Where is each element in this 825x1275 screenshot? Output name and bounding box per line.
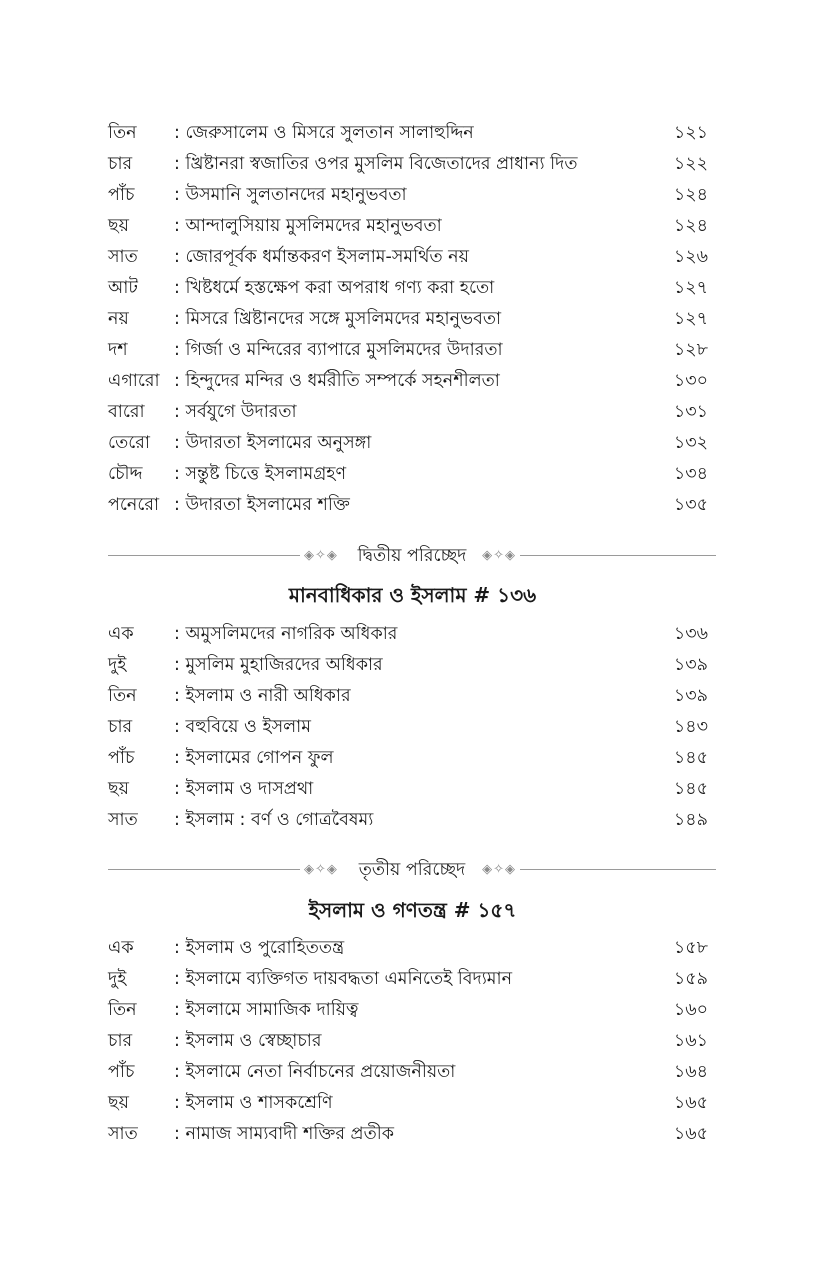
- toc-row: [108, 335, 708, 366]
- toc-row: [108, 459, 708, 490]
- toc-row-title: : ইসলাম ও পুরোহিততন্ত্র: [174, 938, 345, 958]
- toc-row-number: চার: [108, 717, 133, 737]
- chapter-label: তৃতীয় পরিচ্ছেদ: [358, 860, 466, 880]
- toc-row-page: ১৩৪: [673, 464, 708, 484]
- toc-row-number: সাত: [108, 1124, 138, 1144]
- toc-row-number: তেরো: [108, 433, 150, 453]
- toc-row-page: ১৫৮: [673, 938, 708, 958]
- toc-row-title: : ইসলামে সামাজিক দায়িত্ব: [174, 1000, 359, 1020]
- toc-row-title: : সর্বযুগে উদারতা: [174, 402, 297, 422]
- toc-row-number: দশ: [108, 340, 128, 360]
- toc-row: [108, 118, 708, 149]
- toc-row: [108, 1057, 708, 1088]
- toc-row-page: ১৬৫: [673, 1093, 708, 1113]
- toc-row-number: চৌদ্দ: [108, 464, 143, 484]
- toc-row-page: ১৪৯: [673, 810, 708, 830]
- toc-row: [108, 428, 708, 459]
- section-heading: ইসলাম ও গণতন্ত্র # ১৫৭: [308, 898, 517, 922]
- toc-row-page: ১২২: [673, 154, 708, 174]
- toc-row: [108, 681, 708, 712]
- toc-row-number: এক: [108, 938, 134, 958]
- ornament-icon: ◈✧◈: [482, 862, 516, 877]
- toc-row-number: পনেরো: [108, 495, 160, 515]
- toc-row-title: : ইসলাম ও দাসপ্রথা: [174, 779, 314, 799]
- toc-row: [108, 774, 708, 805]
- toc-row: [108, 304, 708, 335]
- toc-row-page: ১৩১: [673, 402, 708, 422]
- toc-row: [108, 712, 708, 743]
- toc-row-title: : উদারতা ইসলামের শক্তি: [174, 495, 350, 515]
- toc-row-number: সাত: [108, 810, 138, 830]
- toc-row-title: : ইসলামে ব্যক্তিগত দায়বদ্ধতা এমনিতেই বিদ্যমান: [174, 969, 513, 989]
- toc-row-page: ১৬৪: [673, 1062, 708, 1082]
- toc-row: [108, 149, 708, 180]
- toc-row: [108, 650, 708, 681]
- divider-rule: [520, 869, 716, 870]
- toc-row: [108, 964, 708, 995]
- toc-row-page: ১২৪: [673, 216, 708, 236]
- toc-row-page: ১৪৩: [673, 717, 708, 737]
- toc-row-title: : মিসরে খ্রিষ্টানদের সঙ্গে মুসলিমদের মহানুভবতা: [174, 309, 502, 329]
- toc-row-title: : বহুবিয়ে ও ইসলাম: [174, 717, 311, 737]
- toc-row: [108, 211, 708, 242]
- toc-row-page: ১২৭: [673, 309, 708, 329]
- toc-row-number: সাত: [108, 247, 138, 267]
- toc-row-title: : আন্দালুসিয়ায় মুসলিমদের মহানুভবতা: [174, 216, 442, 236]
- toc-row-number: তিন: [108, 1000, 137, 1020]
- toc-row-number: এগারো: [108, 371, 160, 391]
- toc-row: [108, 743, 708, 774]
- toc-row-title: : সন্তুষ্ট চিত্তে ইসলামগ্রহণ: [174, 464, 347, 484]
- toc-row-title: : ইসলামে নেতা নির্বাচনের প্রয়োজনীয়তা: [174, 1062, 456, 1082]
- toc-row-page: ১৪৫: [673, 748, 708, 768]
- toc-row-number: নয়: [108, 309, 129, 329]
- toc-row-title: : অমুসলিমদের নাগরিক অধিকার: [174, 624, 398, 644]
- toc-row: [108, 180, 708, 211]
- toc-row: [108, 619, 708, 650]
- toc-row-number: আট: [108, 278, 138, 298]
- toc-row-number: ছয়: [108, 779, 129, 799]
- toc-row-page: ১৩০: [673, 371, 708, 391]
- toc-row-page: ১৬১: [673, 1031, 708, 1051]
- toc-row-page: ১৬০: [673, 1000, 708, 1020]
- toc-row-number: পাঁচ: [108, 185, 135, 205]
- toc-row: [108, 933, 708, 964]
- toc-row-title: : ইসলাম ও স্বেচ্ছাচার: [174, 1031, 322, 1051]
- toc-row: [108, 995, 708, 1026]
- section-heading: মানবাধিকার ও ইসলাম # ১৩৬: [288, 583, 537, 607]
- toc-section-1: [108, 118, 708, 521]
- toc-row-page: ১৩৯: [673, 655, 708, 675]
- toc-row: [108, 273, 708, 304]
- toc-row-number: দুই: [108, 969, 127, 989]
- toc-row-number: তিন: [108, 686, 137, 706]
- chapter-label: দ্বিতীয় পরিচ্ছেদ: [357, 546, 467, 566]
- toc-row-page: ১২১: [673, 123, 708, 143]
- toc-row-page: ১২৮: [673, 340, 708, 360]
- toc-row-title: : জেরুসালেম ও মিসরে সুলতান সালাহুদ্দিন: [174, 123, 474, 143]
- toc-row: [108, 397, 708, 428]
- toc-row-number: এক: [108, 624, 134, 644]
- toc-row-title: : ইসলামের গোপন ফুল: [174, 748, 334, 768]
- toc-row-title: : উসমানি সুলতানদের মহানুভবতা: [174, 185, 407, 205]
- toc-row-page: ১২৪: [673, 185, 708, 205]
- toc-row: [108, 242, 708, 273]
- toc-row-number: বারো: [108, 402, 145, 422]
- chapter-divider-3: [108, 857, 716, 883]
- toc-row-title: : ইসলাম ও শাসকশ্রেণি: [174, 1093, 333, 1113]
- toc-row: [108, 1088, 708, 1119]
- toc-row-title: : নামাজ সাম্যবাদী শক্তির প্রতীক: [174, 1124, 394, 1144]
- toc-row-title: : খিষ্টধর্মে হস্তক্ষেপ করা অপরাধ গণ্য করা হতো: [174, 278, 495, 298]
- toc-row-page: ১২৭: [673, 278, 708, 298]
- toc-row-title: : জোরপূর্বক ধর্মান্তকরণ ইসলাম-সমর্থিত নয়: [174, 247, 469, 267]
- toc-row-title: : উদারতা ইসলামের অনুসঙ্গা: [174, 433, 372, 453]
- toc-row-page: ১৩৬: [673, 624, 708, 644]
- toc-row-number: দুই: [108, 655, 127, 675]
- toc-row-number: চার: [108, 1031, 133, 1051]
- chapter-divider-2: [108, 543, 716, 569]
- toc-section-2: [108, 619, 708, 836]
- toc-row-page: ১৩৫: [673, 495, 708, 515]
- toc-row-number: চার: [108, 154, 133, 174]
- toc-row-number: ছয়: [108, 216, 129, 236]
- toc-row-number: পাঁচ: [108, 1062, 135, 1082]
- toc-section-3: [108, 933, 708, 1150]
- toc-row: [108, 1119, 708, 1150]
- toc-row-title: : ইসলাম ও নারী অধিকার: [174, 686, 351, 706]
- toc-row-number: পাঁচ: [108, 748, 135, 768]
- toc-row-title: : খ্রিষ্টানরা স্বজাতির ওপর মুসলিম বিজেতাদের প্রাধান্য দিত: [174, 154, 578, 174]
- toc-row-title: : ইসলাম : বর্ণ ও গোত্রবৈষম্য: [174, 810, 374, 830]
- divider-rule: [520, 555, 716, 556]
- toc-row-title: : মুসলিম মুহাজিরদের অধিকার: [174, 655, 383, 675]
- toc-row: [108, 490, 708, 521]
- toc-row-page: ১৫৯: [673, 969, 708, 989]
- ornament-icon: ◈✧◈: [304, 548, 338, 563]
- toc-row-title: : গির্জা ও মন্দিরের ব্যাপারে মুসলিমদের উদারতা: [174, 340, 503, 360]
- toc-row-page: ১৪৫: [673, 779, 708, 799]
- toc-row-page: ১২৬: [673, 247, 708, 267]
- toc-row-page: ১৩৯: [673, 686, 708, 706]
- toc-row: [108, 366, 708, 397]
- toc-row: [108, 1026, 708, 1057]
- toc-row: [108, 805, 708, 836]
- toc-row-number: তিন: [108, 123, 137, 143]
- toc-row-page: ১৩২: [673, 433, 708, 453]
- ornament-icon: ◈✧◈: [304, 862, 338, 877]
- toc-row-title: : হিন্দুদের মন্দির ও ধর্মরীতি সম্পর্কে সহনশীলতা: [174, 371, 500, 391]
- toc-row-page: ১৬৫: [673, 1124, 708, 1144]
- ornament-icon: ◈✧◈: [482, 548, 516, 563]
- toc-row-number: ছয়: [108, 1093, 129, 1113]
